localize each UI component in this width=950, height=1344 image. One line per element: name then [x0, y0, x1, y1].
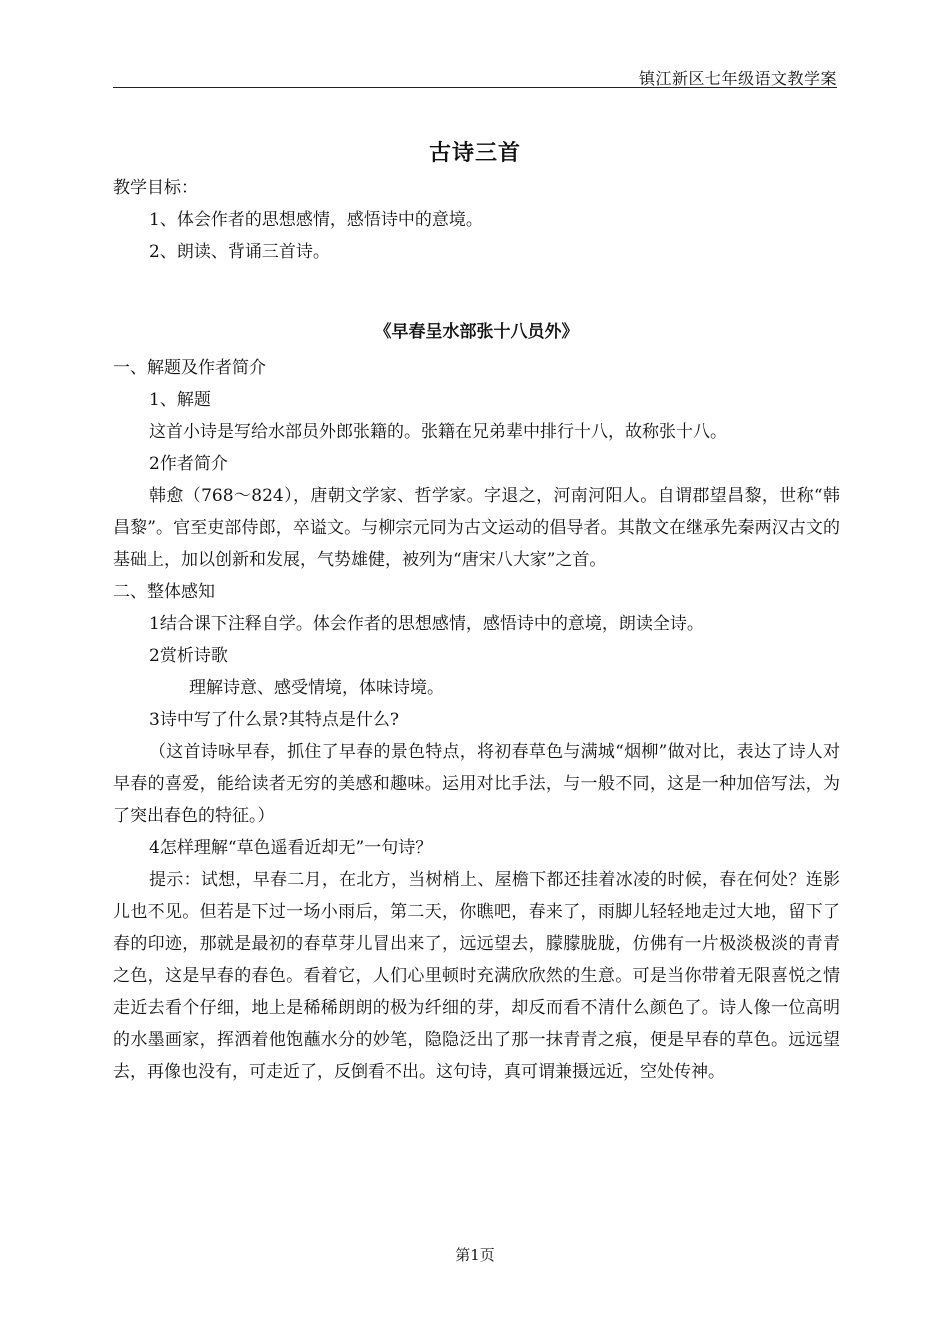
objective-item: 1、体会作者的思想感情，感悟诗中的意境。: [149, 210, 483, 230]
paragraph: 韩愈（768～824），唐朝文学家、哲学家。字退之，河南河阳人。自谓郡望昌黎，世称“韩昌黎”。官至吏部侍郎，卒谥文。与柳宗元同为古文运动的倡导者。其散文在继承先秦两汉古文的基础上，加以创新和发展，气势雄健，被列为“唐宋八大家”之首。: [113, 486, 840, 570]
sub-heading: 2作者简介: [149, 454, 228, 474]
answer-paragraph: （这首诗咏早春，抓住了早春的景色特点，将初春草色与满城“烟柳”做对比，表达了诗人对早春的喜爱，能给读者无穷的美感和趣味。运用对比手法，与一般不同，这是一种加倍写法，为了突出春色的特征。）: [113, 742, 840, 826]
section-heading: 二、整体感知: [113, 582, 215, 602]
header-text: 镇江新区七年级语文教学案: [638, 69, 837, 88]
poem-title: 《早春呈水部张十八员外》: [374, 322, 579, 342]
paragraph: 这首小诗是写给水部员外郎张籍的。张籍在兄弟辈中排行十八，故称张十八。: [149, 422, 727, 442]
document-title: 古诗三首: [428, 141, 521, 166]
question: 3诗中写了什么景?其特点是什么?: [149, 710, 400, 730]
answer-paragraph: 提示：试想，早春二月，在北方，当树梢上、屋檐下都还挂着冰凌的时候，春在何处？连影儿也不见。但若是下过一场小雨后，第二天，你瞧吧，春来了，雨脚儿轻轻地走过大地，留下了春的印迹，那就是最初的春草芽儿冒出来了，远远望去，朦朦胧胧，仿佛有一片极淡极淡的青青之色，这是早春的春色。看着它，人们心里顿时充满欣欣然的生意。可是当你带着无限喜悦之情走近去看个仔细，地上是稀稀朗朗的极为纤细的芽，却反而看不清什么颜色了。诗人像一位高明的水墨画家，挥洒着他饱蘸水分的妙笔，隐隐泛出了那一抹青青之痕，便是早春的草色。远远望去，再像也没有，可走近了，反倒看不出。这句诗，真可谓兼摄远近，空处传神。: [113, 870, 840, 1082]
sub-heading: 1、解题: [149, 390, 211, 410]
objective-item: 2、朗读、背诵三首诗。: [149, 242, 330, 262]
question: 2赏析诗歌: [149, 646, 228, 666]
question: 1结合课下注释自学。体会作者的思想感情，感悟诗中的意境，朗读全诗。: [149, 614, 704, 634]
document-body: [113, 172, 840, 1088]
question: 4怎样理解“草色遥看近却无”一句诗？: [149, 838, 433, 858]
page-header: [113, 62, 837, 88]
objectives-heading: 教学目标：: [113, 178, 198, 198]
section-heading: 一、解题及作者简介: [113, 358, 266, 378]
page-number: 第1页: [455, 1246, 495, 1264]
paragraph: 理解诗意、感受情境，体味诗境。: [189, 678, 444, 698]
